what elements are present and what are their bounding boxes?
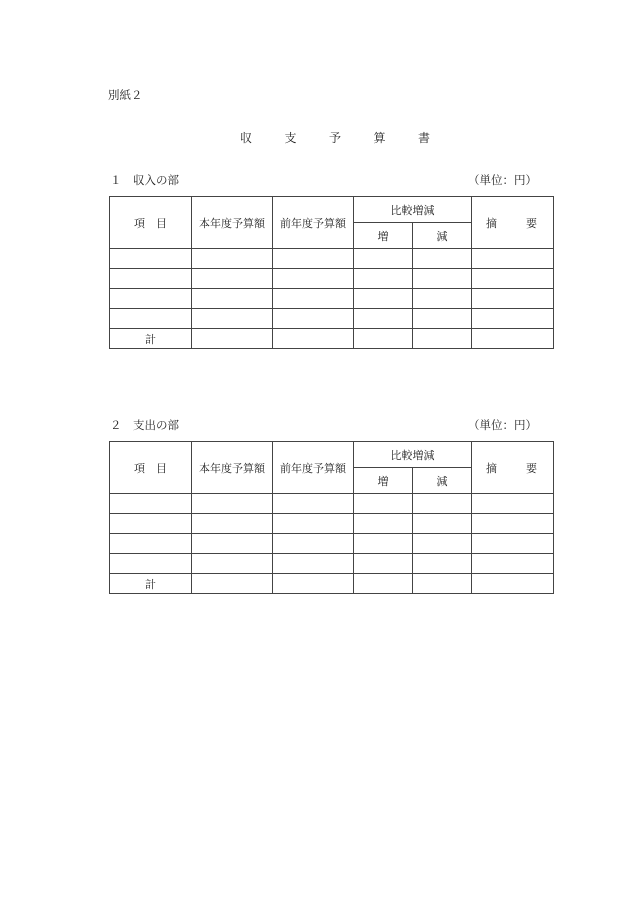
- cell-item[interactable]: [110, 494, 192, 514]
- expense-unit-label: （単位：円）: [468, 418, 537, 432]
- cell-total-current[interactable]: [192, 329, 273, 349]
- header-increase: 増: [354, 223, 413, 249]
- cell-increase[interactable]: [354, 309, 413, 329]
- cell-current[interactable]: [192, 249, 273, 269]
- cell-total-increase[interactable]: [354, 329, 413, 349]
- title-char: 支: [284, 131, 297, 145]
- cell-decrease[interactable]: [413, 534, 472, 554]
- cell-item[interactable]: [110, 534, 192, 554]
- header-decrease: 減: [413, 223, 472, 249]
- cell-decrease[interactable]: [413, 309, 472, 329]
- header-comparison: 比較増減: [354, 197, 472, 223]
- header-increase: 増: [354, 468, 413, 494]
- cell-previous[interactable]: [273, 554, 354, 574]
- header-item: 項 目: [110, 197, 192, 249]
- attachment-label: 別紙２: [108, 88, 143, 102]
- cell-item[interactable]: [110, 514, 192, 534]
- cell-summary[interactable]: [472, 289, 554, 309]
- cell-decrease[interactable]: [413, 269, 472, 289]
- expense-section-heading: ２ 支出の部: [110, 418, 179, 432]
- header-comparison: 比較増減: [354, 442, 472, 468]
- header-current-budget: 本年度予算額: [192, 197, 273, 249]
- title-char: 収: [240, 131, 253, 145]
- cell-previous[interactable]: [273, 309, 354, 329]
- income-unit-label: （単位：円）: [468, 173, 537, 187]
- cell-current[interactable]: [192, 269, 273, 289]
- table-header-row: [110, 197, 554, 223]
- cell-total-previous[interactable]: [273, 574, 354, 594]
- header-summary: 摘 要: [472, 442, 554, 494]
- cell-current[interactable]: [192, 554, 273, 574]
- cell-total-decrease[interactable]: [413, 574, 472, 594]
- cell-total-increase[interactable]: [354, 574, 413, 594]
- cell-item[interactable]: [110, 249, 192, 269]
- cell-summary[interactable]: [472, 514, 554, 534]
- cell-current[interactable]: [192, 289, 273, 309]
- cell-total-summary[interactable]: [472, 574, 554, 594]
- title-char: 予: [328, 131, 341, 145]
- cell-previous[interactable]: [273, 534, 354, 554]
- cell-increase[interactable]: [354, 554, 413, 574]
- table-row: [110, 554, 554, 574]
- cell-decrease[interactable]: [413, 554, 472, 574]
- document-title: [240, 129, 430, 146]
- cell-increase[interactable]: [354, 494, 413, 514]
- cell-summary[interactable]: [472, 494, 554, 514]
- header-decrease: 減: [413, 468, 472, 494]
- cell-increase[interactable]: [354, 514, 413, 534]
- cell-total-summary[interactable]: [472, 329, 554, 349]
- table-row: [110, 494, 554, 514]
- income-table: [109, 196, 554, 349]
- cell-decrease[interactable]: [413, 249, 472, 269]
- cell-item[interactable]: [110, 269, 192, 289]
- cell-increase[interactable]: [354, 249, 413, 269]
- expense-table: [109, 441, 554, 594]
- cell-current[interactable]: [192, 534, 273, 554]
- cell-previous[interactable]: [273, 269, 354, 289]
- header-item: 項 目: [110, 442, 192, 494]
- table-row: [110, 249, 554, 269]
- cell-previous[interactable]: [273, 514, 354, 534]
- cell-total-decrease[interactable]: [413, 329, 472, 349]
- table-row: [110, 534, 554, 554]
- cell-current[interactable]: [192, 494, 273, 514]
- cell-previous[interactable]: [273, 249, 354, 269]
- cell-total-current[interactable]: [192, 574, 273, 594]
- title-char: 書: [417, 131, 430, 145]
- cell-previous[interactable]: [273, 494, 354, 514]
- header-previous-budget: 前年度予算額: [273, 197, 354, 249]
- cell-summary[interactable]: [472, 249, 554, 269]
- cell-summary[interactable]: [472, 269, 554, 289]
- title-char: 算: [373, 131, 386, 145]
- cell-decrease[interactable]: [413, 514, 472, 534]
- table-row: [110, 289, 554, 309]
- cell-current[interactable]: [192, 514, 273, 534]
- total-label: 計: [110, 329, 192, 349]
- table-row: [110, 269, 554, 289]
- cell-previous[interactable]: [273, 289, 354, 309]
- cell-current[interactable]: [192, 309, 273, 329]
- cell-decrease[interactable]: [413, 494, 472, 514]
- cell-decrease[interactable]: [413, 289, 472, 309]
- cell-total-previous[interactable]: [273, 329, 354, 349]
- cell-increase[interactable]: [354, 289, 413, 309]
- cell-summary[interactable]: [472, 309, 554, 329]
- cell-item[interactable]: [110, 289, 192, 309]
- income-section-heading: １ 収入の部: [110, 173, 179, 187]
- cell-summary[interactable]: [472, 554, 554, 574]
- header-current-budget: 本年度予算額: [192, 442, 273, 494]
- cell-item[interactable]: [110, 554, 192, 574]
- header-summary: 摘 要: [472, 197, 554, 249]
- table-row: [110, 514, 554, 534]
- cell-increase[interactable]: [354, 534, 413, 554]
- table-row: [110, 309, 554, 329]
- total-label: 計: [110, 574, 192, 594]
- cell-summary[interactable]: [472, 534, 554, 554]
- total-row: [110, 329, 554, 349]
- header-previous-budget: 前年度予算額: [273, 442, 354, 494]
- total-row: [110, 574, 554, 594]
- cell-increase[interactable]: [354, 269, 413, 289]
- table-header-row: [110, 442, 554, 468]
- cell-item[interactable]: [110, 309, 192, 329]
